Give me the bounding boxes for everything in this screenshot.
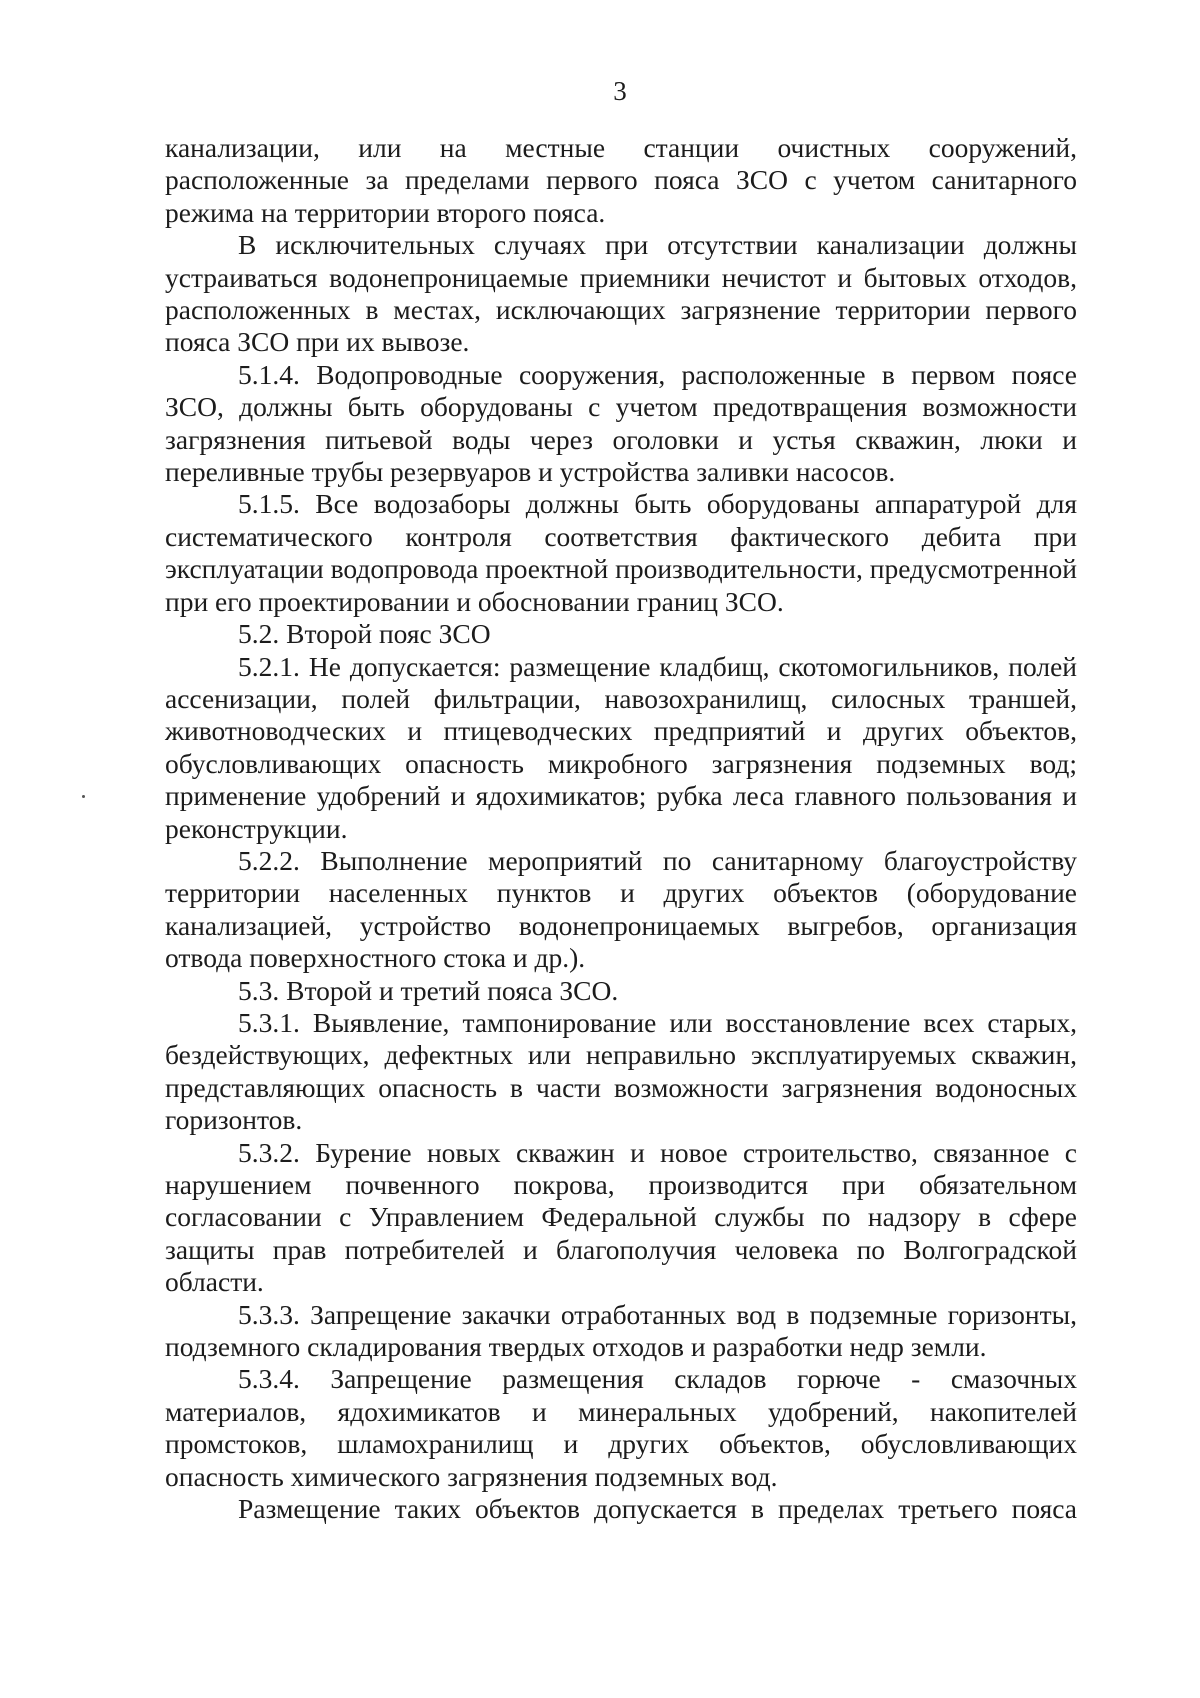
paragraph: 5.2. Второй пояс ЗСО [238, 618, 491, 650]
paragraph: 5.2.1. Не допускается: размещение кладбищ, скотомогильников, полей ассенизации, полей фильтрации, навозохранилищ, силосных траншей, животноводческих и птицеводческих предприятий и других объектов, обусловливающих опасность микробного загрязнения подземных вод; применение удобрений и ядохимикатов; рубка леса главного пользования и реконструкции. [165, 650, 1077, 844]
paragraph: В исключительных случаях при отсутствии канализации должны устраиваться водонепроницаемые приемники нечистот и бытовых отходов, расположенных в местах, исключающих загрязнение территории первого пояса ЗСО при их вывозе. [165, 229, 1077, 358]
paragraph: Размещение таких объектов допускается в пределах третьего пояса [238, 1493, 1077, 1525]
paragraph: 5.1.4. Водопроводные сооружения, расположенные в первом поясе ЗСО, должны быть оборудованы с учетом предотвращения возможности загрязнения питьевой воды через оголовки и устья скважин, люки и переливные трубы резервуаров и устройства заливки насосов. [165, 358, 1077, 488]
paragraph: 5.3. Второй и третий пояса ЗСО. [238, 974, 619, 1006]
paragraph: 5.3.2. Бурение новых скважин и новое строительство, связанное с нарушением почвенного покрова, производится при обязательном согласовании с Управлением Федеральной службы по надзору в сфере защиты прав потребителей и благополучия человека по Волгоградской области. [165, 1136, 1077, 1298]
document-body [165, 132, 1077, 1525]
paragraph: 5.3.1. Выявление, тампонирование или восстановление всех старых, бездействующих, дефектных или неправильно эксплуатируемых скважин, представляющих опасность в части возможности загрязнения водоносных горизонтов. [165, 1006, 1077, 1136]
page-number: 3 [613, 76, 627, 106]
paragraph: 5.1.5. Все водозаборы должны быть оборудованы аппаратурой для систематического контроля соответствия фактического дебита при эксплуатации водопровода проектной производительности, предусмотренной при его проектировании и обосновании границ ЗСО. [165, 488, 1077, 617]
paragraph: канализации, или на местные станции очистных сооружений, расположенные за пределами первого пояса ЗСО с учетом санитарного режима на территории второго пояса. [165, 132, 1077, 228]
scan-artifact-dot [82, 795, 85, 798]
paragraph: 5.2.2. Выполнение мероприятий по санитарному благоустройству территории населенных пунктов и других объектов (оборудование канализацией, устройство водонепроницаемых выгребов, организация отвода поверхностного стока и др.). [165, 844, 1077, 974]
paragraph: 5.3.4. Запрещение размещения складов горюче - смазочных материалов, ядохимикатов и минеральных удобрений, накопителей промстоков, шламохранилищ и других объектов, обусловливающих опасность химического загрязнения подземных вод. [165, 1363, 1077, 1492]
paragraph: 5.3.3. Запрещение закачки отработанных вод в подземные горизонты, подземного складирования твердых отходов и разработки недр земли. [165, 1298, 1077, 1363]
